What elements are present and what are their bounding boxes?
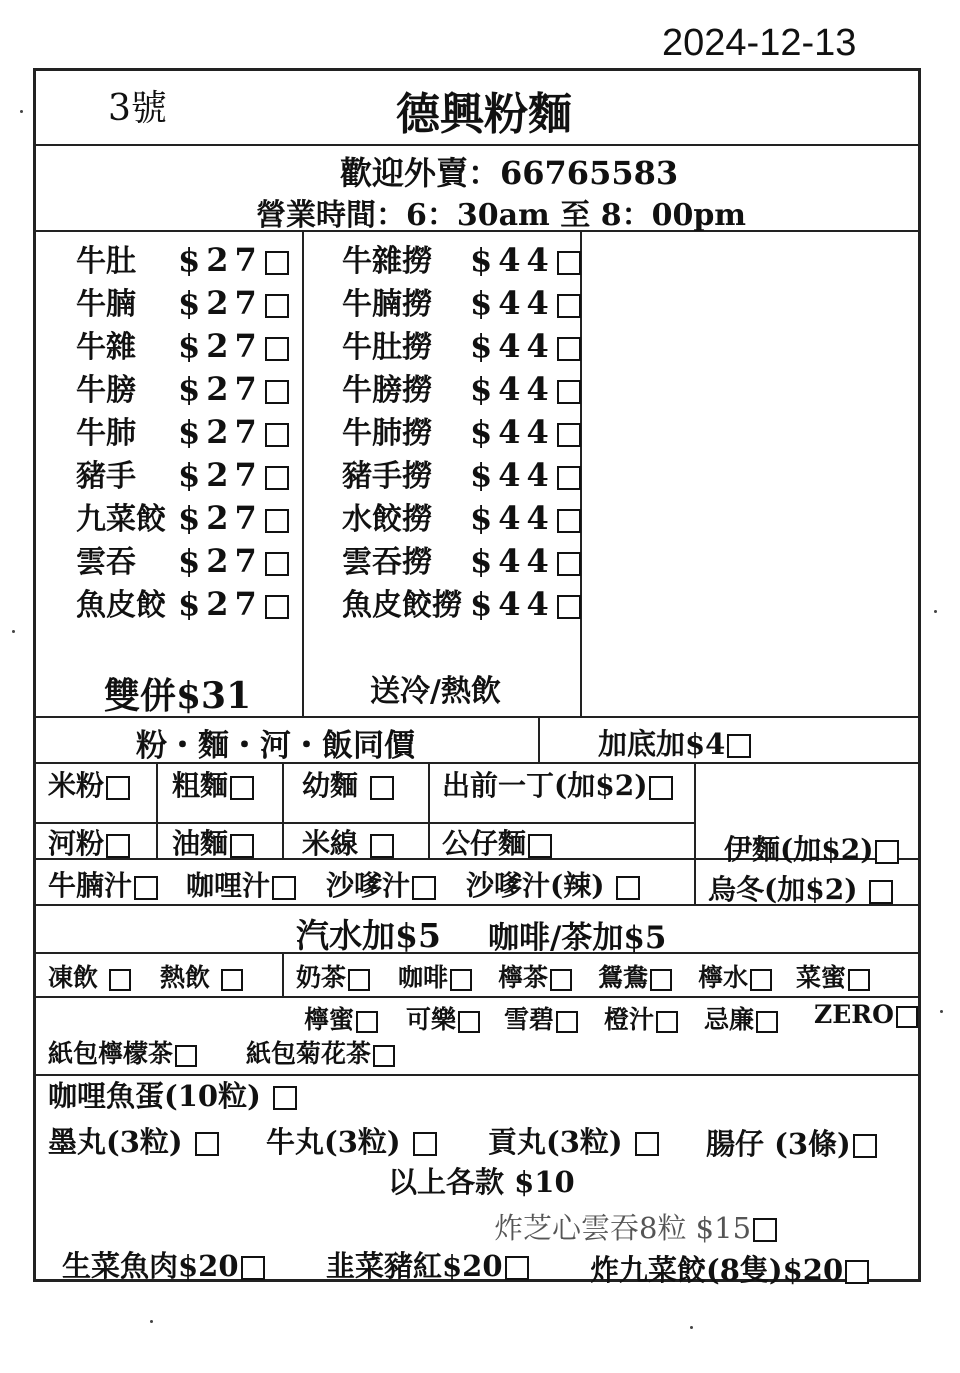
checkbox[interactable] [265,337,289,361]
coffee-tea-surcharge: 咖啡/茶加$5 [488,920,667,956]
noodle-item[interactable] [76,408,289,452]
item-price: $44 [470,327,555,365]
divider [34,952,920,954]
noodle-type-option[interactable] [172,822,254,862]
checkbox[interactable] [265,380,289,404]
checkbox[interactable] [557,423,581,447]
divider [282,762,284,858]
same-price-note: 粉・麵・河・飯同價 [136,728,415,764]
speck [20,110,23,113]
option-label: 河粉 [48,827,105,860]
snack-option[interactable] [62,1244,265,1285]
option-label: 生菜魚肉$20 [62,1249,239,1283]
item-price: $44 [470,284,555,322]
drink-option[interactable] [246,1034,395,1070]
item-price: $44 [470,585,555,623]
double-topping-price: 雙併$31 [104,675,252,717]
speck [690,1326,693,1329]
divider [282,952,284,996]
snack-option[interactable] [48,1120,219,1161]
item-name: 牛雜撈 [342,244,432,279]
option-label: 檸蜜 [304,1005,355,1034]
checkbox[interactable] [221,969,243,991]
option-label: 貢丸(3粒) [488,1125,623,1159]
option-label: 可樂 [406,1005,457,1034]
option-label: 韭菜豬紅$20 [326,1249,503,1283]
option-label: 粗麵 [172,769,229,802]
option-label: 伊麵(加$2) [724,833,874,866]
checkbox[interactable] [109,969,131,991]
checkbox[interactable] [650,969,672,991]
sauce-option[interactable] [186,864,296,904]
option-label: 檸水 [698,963,749,992]
snack-option[interactable] [706,1122,877,1163]
noodle-item[interactable] [76,236,289,280]
sauce-option[interactable] [466,864,640,904]
checkbox[interactable] [557,337,581,361]
lo-mein-item[interactable] [342,365,581,409]
option-label: 烏冬(加$2) [708,873,858,906]
noodle-type-option[interactable] [172,764,254,804]
noodle-type-option[interactable] [302,822,394,862]
checkbox[interactable] [557,251,581,275]
snack-option[interactable] [266,1120,437,1161]
checkbox[interactable] [348,969,370,991]
checkbox[interactable] [557,509,581,533]
checkbox[interactable] [230,834,254,858]
option-label: 牛丸(3粒) [266,1125,401,1159]
noodle-item[interactable] [76,537,289,581]
checkbox[interactable] [265,466,289,490]
item-price: $27 [178,284,263,322]
checkbox[interactable] [896,1006,918,1028]
drink-note: 送冷/熱飲 [370,674,501,709]
item-name: 魚皮餃 [76,588,166,623]
lo-mein-item[interactable] [342,580,581,624]
checkbox[interactable] [550,969,572,991]
checkbox[interactable] [413,1132,437,1156]
item-name: 水餃撈 [342,502,432,537]
checkbox[interactable] [853,1134,877,1158]
option-label: 腸仔 (3條) [706,1127,851,1161]
item-name: 豬手 [76,459,136,494]
noodle-type-option[interactable] [724,828,899,868]
delivery-phone: 歡迎外賣：66765583 [340,154,679,192]
divider [302,230,304,716]
option-label: 紙包菊花茶 [246,1039,372,1068]
noodle-type-option[interactable] [442,764,673,804]
item-name: 牛肚 [76,244,136,279]
noodle-type-option[interactable] [442,822,552,862]
checkbox[interactable] [106,776,130,800]
option-label: 熱飲 [160,963,211,992]
snack-option[interactable] [494,1206,777,1247]
extra-base-option[interactable] [598,722,751,763]
checkbox[interactable] [373,1045,395,1067]
shop-name: 德興粉麵 [396,89,572,140]
checkbox[interactable] [265,552,289,576]
checkbox[interactable] [195,1132,219,1156]
option-label: 沙嗲汁 [326,869,411,902]
divider [538,716,540,762]
option-label: 菜蜜 [796,963,847,992]
checkbox[interactable] [656,1011,678,1033]
drink-option[interactable] [48,1034,197,1070]
item-price: $44 [470,456,555,494]
shop-number: 3號 [108,88,167,129]
option-label: 檸茶 [498,963,549,992]
item-price: $44 [470,499,555,537]
item-price: $44 [470,241,555,279]
drink-option[interactable] [398,958,472,994]
option-label: 橙汁 [604,1005,655,1034]
checkbox[interactable] [649,776,673,800]
checkbox[interactable] [370,834,394,858]
checkbox[interactable] [616,876,640,900]
checkbox[interactable] [556,1011,578,1033]
drink-option[interactable] [296,958,370,994]
option-label: 奶茶 [296,963,347,992]
noodle-item[interactable] [76,580,289,624]
drink-option[interactable] [604,1000,678,1036]
item-name: 雲吞 [76,545,136,580]
item-name: 牛肺 [76,416,136,451]
lo-mein-item[interactable] [342,537,581,581]
checkbox[interactable] [756,1011,778,1033]
checkbox[interactable] [528,834,552,858]
noodle-item[interactable] [76,279,289,323]
drink-option[interactable] [504,1000,578,1036]
checkbox[interactable] [557,380,581,404]
checkbox[interactable] [635,1132,659,1156]
checkbox[interactable] [265,251,289,275]
option-label: 咖哩魚蛋(10粒) [48,1079,261,1113]
opening-hours: 營業時間：6：30am 至 8：00pm [256,198,747,233]
checkbox[interactable] [106,834,130,858]
print-date: 2024-12-13 [662,22,857,64]
checkbox[interactable] [557,552,581,576]
item-name: 牛腩 [76,287,136,322]
checkbox[interactable] [134,876,158,900]
lo-mein-item[interactable] [342,279,581,323]
checkbox[interactable] [450,969,472,991]
checkbox[interactable] [273,1086,297,1110]
option-label: 米粉 [48,769,105,802]
udon-option[interactable] [708,868,893,908]
divider [34,996,920,998]
option-label: 紙包檸檬茶 [48,1039,174,1068]
checkbox[interactable] [505,1256,529,1280]
checkbox[interactable] [412,876,436,900]
option-label: 油麵 [172,827,229,860]
noodle-item[interactable] [76,451,289,495]
option-label: 墨丸(3粒) [48,1125,183,1159]
drink-option[interactable] [796,958,870,994]
checkbox[interactable] [356,1011,378,1033]
checkbox[interactable] [750,969,772,991]
lo-mein-item[interactable] [342,494,581,538]
item-name: 牛肚撈 [342,330,432,365]
option-label: 鴛鴦 [598,963,649,992]
checkbox[interactable] [869,880,893,904]
speck [940,1010,943,1013]
checkbox[interactable] [175,1045,197,1067]
item-price: $27 [178,456,263,494]
item-price: $27 [178,241,263,279]
drink-option[interactable] [814,1000,918,1029]
noodle-item[interactable] [76,494,289,538]
item-name: 九菜餃 [76,502,166,537]
option-label: 咖啡 [398,963,449,992]
noodle-type-option[interactable] [48,764,130,804]
hot-drink-option[interactable] [160,958,243,994]
checkbox[interactable] [458,1011,480,1033]
item-price: $27 [178,542,263,580]
item-price: $27 [178,370,263,408]
item-name: 魚皮餃撈 [342,588,462,623]
snack-option[interactable] [326,1244,529,1285]
checkbox[interactable] [370,776,394,800]
noodle-type-option[interactable] [48,822,130,862]
checkbox[interactable] [557,294,581,318]
checkbox[interactable] [265,509,289,533]
lo-mein-item[interactable] [342,322,581,366]
option-label: ZERO [814,1000,894,1029]
noodle-item[interactable] [76,365,289,409]
checkbox[interactable] [265,423,289,447]
checkbox[interactable] [753,1218,777,1242]
option-label: 咖哩汁 [186,869,271,902]
item-name: 牛膀 [76,373,136,408]
sauce-option[interactable] [326,864,436,904]
speck [150,1320,153,1323]
checkbox[interactable] [845,1260,869,1284]
lo-mein-item[interactable] [342,408,581,452]
item-name: 豬手撈 [342,459,432,494]
snack-option[interactable] [488,1120,659,1161]
divider [156,762,158,858]
snack-option[interactable] [48,1074,297,1115]
item-price: $27 [178,585,263,623]
drink-option[interactable] [598,958,672,994]
item-price: $27 [178,327,263,365]
cold-drink-option[interactable] [48,958,131,994]
checkbox[interactable] [875,840,899,864]
speck [934,610,937,613]
soda-surcharge: 汽水加$5 [296,916,441,955]
item-name: 雲吞撈 [342,545,432,580]
item-price: $44 [470,413,555,451]
snack-option[interactable] [590,1248,869,1289]
checkbox[interactable] [241,1256,265,1280]
option-label: 炸芝心雲吞8粒 $15 [494,1211,752,1245]
checkbox[interactable] [848,969,870,991]
drink-option[interactable] [698,958,772,994]
divider [34,144,920,146]
drink-option[interactable] [304,1000,378,1036]
item-price: $44 [470,542,555,580]
snack-price-note: 以上各款 $10 [388,1165,575,1199]
extra-base-label: 加底加$4 [598,727,726,761]
option-label: 公仔麵 [442,827,527,860]
noodle-type-option[interactable] [302,764,394,804]
option-label: 雪碧 [504,1005,555,1034]
checkbox[interactable] [230,776,254,800]
option-label: 出前一丁(加$2) [442,769,648,802]
item-name: 牛肺撈 [342,416,432,451]
sauce-option[interactable] [48,864,158,904]
speck [12,630,15,633]
option-label: 忌廉 [704,1005,755,1034]
checkbox[interactable] [557,466,581,490]
divider [694,762,696,904]
lo-mein-item[interactable] [342,236,581,280]
option-label: 凍飲 [48,963,99,992]
noodle-item[interactable] [76,322,289,366]
item-price: $27 [178,413,263,451]
checkbox[interactable] [557,595,581,619]
item-name: 牛雜 [76,330,136,365]
option-label: 牛腩汁 [48,869,133,902]
drink-option[interactable] [406,1000,480,1036]
option-label: 幼麵 [302,769,359,802]
drink-option[interactable] [704,1000,778,1036]
option-label: 沙嗲汁(辣) [466,869,605,902]
checkbox[interactable] [265,294,289,318]
checkbox[interactable] [265,595,289,619]
item-name: 牛膀撈 [342,373,432,408]
drink-option[interactable] [498,958,572,994]
item-name: 牛腩撈 [342,287,432,322]
checkbox[interactable] [272,876,296,900]
lo-mein-item[interactable] [342,451,581,495]
option-label: 米線 [302,827,359,860]
divider [428,762,430,858]
checkbox[interactable] [727,734,751,758]
item-price: $27 [178,499,263,537]
item-price: $44 [470,370,555,408]
option-label: 炸九菜餃(8隻)$20 [590,1253,844,1287]
